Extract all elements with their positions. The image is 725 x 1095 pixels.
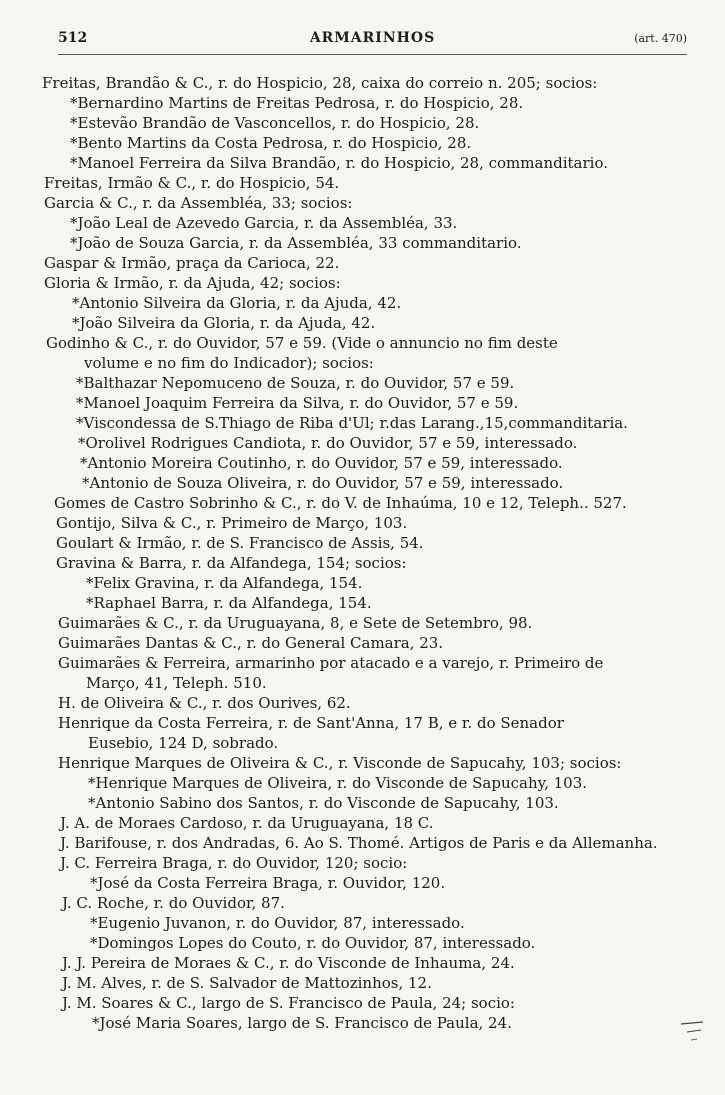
list-item: *João de Souza Garcia, r. da Assembléa, 33 commanditario. <box>70 234 522 252</box>
list-item: Guimarães Dantas & C., r. do General Camara, 23. <box>58 634 444 652</box>
list-item: volume e no fim do Indicador); socios: <box>84 354 374 372</box>
list-item: *Eugenio Juvanon, r. do Ouvidor, 87, interessado. <box>90 914 465 932</box>
list-item: J. M. Soares & C., largo de S. Francisco de Paula, 24; socio: <box>62 994 515 1012</box>
list-item: *Antonio Sabino dos Santos, r. do Visconde de Sapucahy, 103. <box>88 794 559 812</box>
list-item: *Estevão Brandão de Vasconcellos, r. do Hospicio, 28. <box>70 114 480 132</box>
list-item: *Raphael Barra, r. da Alfandega, 154. <box>86 594 372 612</box>
list-item: *Manoel Joaquim Ferreira da Silva, r. do Ouvidor, 57 e 59. <box>76 394 519 412</box>
list-item: Guimarães & Ferreira, armarinho por atacado e a varejo, r. Primeiro de <box>58 654 604 672</box>
list-item: *Bernardino Martins de Freitas Pedrosa, r. do Hospicio, 28. <box>70 94 524 112</box>
list-item: Março, 41, Teleph. 510. <box>86 674 267 692</box>
list-item: Gravina & Barra, r. da Alfandega, 154; socios: <box>56 554 407 572</box>
list-item: J. A. de Moraes Cardoso, r. da Uruguayana, 18 C. <box>60 814 434 832</box>
list-item: Guimarães & C., r. da Uruguayana, 8, e Sete de Setembro, 98. <box>58 614 533 632</box>
list-item: *João Silveira da Gloria, r. da Ajuda, 42. <box>72 314 376 332</box>
header-rule <box>58 54 687 55</box>
list-item: Freitas, Irmão & C., r. do Hospicio, 54. <box>44 174 340 192</box>
list-item: *José Maria Soares, largo de S. Francisco de Paula, 24. <box>92 1014 512 1032</box>
list-item: Freitas, Brandão & C., r. do Hospicio, 28, caixa do correio n. 205; socios: <box>42 74 598 92</box>
page-number: 512 <box>58 30 88 46</box>
page-header <box>58 26 687 52</box>
list-item: *José da Costa Ferreira Braga, r. Ouvidor, 120. <box>90 874 446 892</box>
list-item: Gaspar & Irmão, praça da Carioca, 22. <box>44 254 340 272</box>
list-item: *João Leal de Azevedo Garcia, r. da Assembléa, 33. <box>70 214 458 232</box>
list-item: J. M. Alves, r. de S. Salvador de Mattozinhos, 12. <box>62 974 432 992</box>
list-item: *Felix Gravina, r. da Alfandega, 154. <box>86 574 363 592</box>
list-item: *Domingos Lopes do Couto, r. do Ouvidor, 87, interessado. <box>90 934 536 952</box>
list-item: Henrique Marques de Oliveira & C., r. Visconde de Sapucahy, 103; socios: <box>58 754 622 772</box>
list-item: *Bento Martins da Costa Pedrosa, r. do Hospicio, 28. <box>70 134 472 152</box>
margin-mark <box>677 1010 707 1050</box>
list-item: *Henrique Marques de Oliveira, r. do Visconde de Sapucahy, 103. <box>88 774 588 792</box>
list-item: Henrique da Costa Ferreira, r. de Sant'Anna, 17 B, e r. do Senador <box>58 714 564 732</box>
list-item: J. Barifouse, r. dos Andradas, 6. Ao S. Thomé. Artigos de Paris e da Allemanha. <box>60 834 658 852</box>
list-item: Godinho & C., r. do Ouvidor, 57 e 59. (Vide o annuncio no fim deste <box>46 334 558 352</box>
list-item: *Viscondessa de S.Thiago de Riba d'Ul; r.das Larang.,15,commanditaria. <box>76 414 628 432</box>
list-item: Goulart & Irmão, r. de S. Francisco de Assis, 54. <box>56 534 424 552</box>
list-item: *Orolivel Rodrigues Candiota, r. do Ouvidor, 57 e 59, interessado. <box>78 434 578 452</box>
list-item: Garcia & C., r. da Assembléa, 33; socios: <box>44 194 353 212</box>
article-reference: (art. 470) <box>634 32 687 45</box>
list-item: Gontijo, Silva & C., r. Primeiro de Março, 103. <box>56 514 408 532</box>
list-item: *Antonio de Souza Oliveira, r. do Ouvidor, 57 e 59, interessado. <box>82 474 564 492</box>
list-item: Eusebio, 124 D, sobrado. <box>88 734 279 752</box>
list-item: J. C. Roche, r. do Ouvidor, 87. <box>62 894 285 912</box>
running-title: ARMARINHOS <box>309 30 436 46</box>
list-item: Gomes de Castro Sobrinho & C., r. do V. de Inhaúma, 10 e 12, Teleph.. 527. <box>54 494 627 512</box>
list-item: H. de Oliveira & C., r. dos Ourives, 62. <box>58 694 351 712</box>
list-item: *Antonio Moreira Coutinho, r. do Ouvidor, 57 e 59, interessado. <box>80 454 563 472</box>
list-item: *Manoel Ferreira da Silva Brandão, r. do Hospicio, 28, commanditario. <box>70 154 608 172</box>
list-item: J. C. Ferreira Braga, r. do Ouvidor, 120; socio: <box>60 854 408 872</box>
list-item: *Balthazar Nepomuceno de Souza, r. do Ouvidor, 57 e 59. <box>76 374 515 392</box>
list-item: *Antonio Silveira da Gloria, r. da Ajuda, 42. <box>72 294 402 312</box>
list-item: Gloria & Irmão, r. da Ajuda, 42; socios: <box>44 274 341 292</box>
margin-scribble-icon <box>677 1010 707 1050</box>
list-item: J. J. Pereira de Moraes & C., r. do Visconde de Inhauma, 24. <box>62 954 515 972</box>
